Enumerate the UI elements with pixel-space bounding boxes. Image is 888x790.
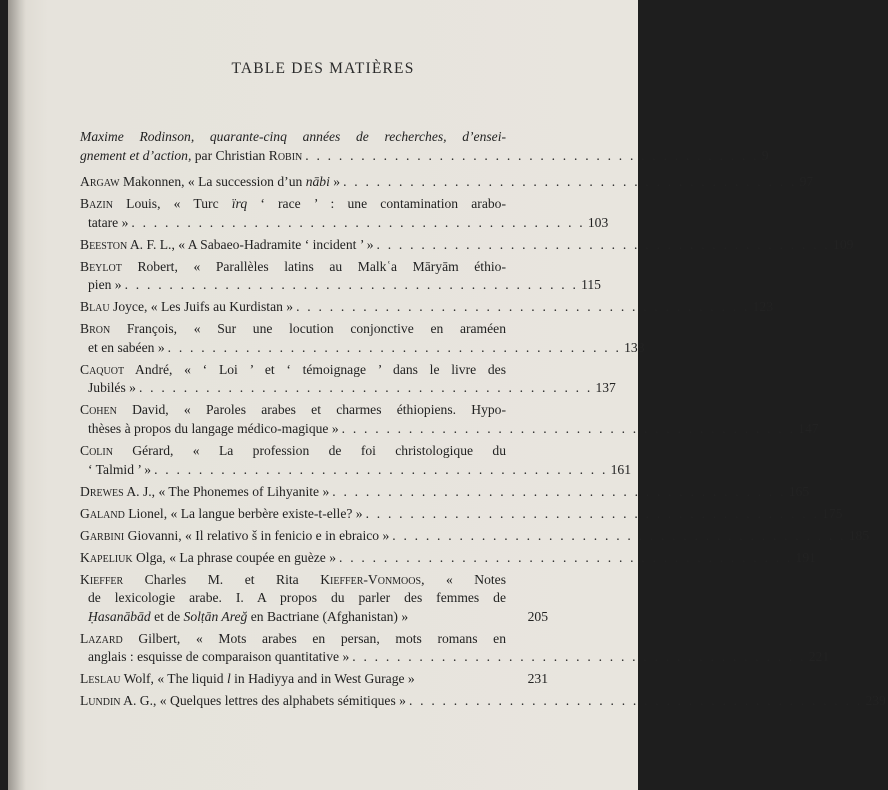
book-page — [8, 0, 886, 790]
entry-text: Gérard, « La profession de foi christologique du — [112, 443, 506, 459]
page-number: 205 — [527, 608, 548, 624]
gutter-shadow — [8, 0, 26, 790]
dot-leader: . . . . . . . . . . . . . . . . . . . . . . . . . . . . . . . . . . . . . . . . . — [343, 174, 797, 190]
entry-text: tatare » — [88, 214, 129, 230]
author-name: Cohen — [80, 402, 117, 418]
toc-entry-bazin — [80, 195, 609, 232]
entry-text: Wolf, « The liquid — [120, 671, 227, 687]
table-of-contents — [80, 128, 886, 711]
author-name: Lundin — [80, 693, 121, 709]
dot-leader: . . . . . . . . . . . . . . . . . . . . . . . . . . . . . . . . . . . . . . . . . — [392, 527, 846, 543]
author-name: Lazard — [80, 630, 123, 646]
entry-text: Giovanni, « Il relativo š in fenicio e in ebraico » — [124, 527, 390, 543]
page-number: 185 — [848, 527, 870, 543]
entry-text: A. J., « The Phonemes of Lihyanite » — [123, 483, 330, 499]
toc-entry-cohen — [80, 401, 819, 438]
page-number: 239 — [865, 693, 886, 709]
toc-entry-rodinson — [80, 128, 769, 165]
page-number: 147 — [798, 421, 819, 437]
entry-text: et en sabéen » — [88, 339, 165, 355]
dot-leader: . . . . . . . . . . . . . . . . . . . . . . . . . . . . . . . . . . . . . . . . . — [154, 461, 608, 477]
dot-leader: . . . . . . . . . . . . . . . . . . . . . . . . . . . . . . . . . . . . . . . . . — [352, 649, 806, 665]
toc-entry-beylot — [80, 258, 601, 295]
toc-entry-kapeliuk — [80, 549, 816, 568]
entry-text: Solṭān Areğ — [183, 608, 248, 624]
author-name: Garbini — [80, 527, 125, 543]
author-name: Robin — [268, 147, 303, 163]
entry-text: Jubilés » — [88, 380, 136, 396]
dot-leader: . . . . . . . . . . . . . . . . . . . . . . . . . . . . . . . . . . . . . . . . . — [305, 147, 759, 163]
entry-text: nābi — [305, 174, 330, 190]
toc-entry-drewes — [80, 483, 810, 502]
entry-text: » — [329, 174, 341, 190]
page-number: 175 — [822, 505, 843, 521]
page-number: 97 — [799, 174, 814, 190]
page-number: 161 — [610, 461, 631, 477]
dot-leader: . . . . . . . . . . . . . . . . . . . . . . . . . . . . . . . . . . . . . . . . . — [332, 483, 786, 499]
page-number: 221 — [808, 649, 830, 665]
dot-leader: . . . . . . . . . . . . . . . . . . . . . . . . . . . . . . . . . . . . . . . . . — [341, 421, 796, 437]
dot-leader: . . . . . . . . . . . . . . . . . . . . . . . . . . . . . . . . . . . . . . . . . — [339, 549, 793, 565]
entry-text: Charles M. et Rita — [123, 571, 321, 587]
author-name: Argaw — [80, 174, 120, 190]
dot-leader: . . . . . . . . . . . . . . . . . . . . . . . . . . . . . . . . . . . . . . . . . — [138, 380, 593, 396]
dot-leader: . . . . . . . . . . . . . . . . . . . . . . . . . . . . . . . . . . . . . . . . . — [124, 277, 579, 293]
entry-text: Gilbert, « Mots arabes en persan, mots romans en — [122, 630, 506, 646]
entry-text: A. F. L., « A Sabaeo-Hadramite ‘ incident ’ » — [127, 236, 374, 252]
author-name: Beylot — [80, 258, 122, 274]
page-number: 115 — [581, 277, 601, 293]
toc-entry-beeston — [80, 236, 854, 255]
toc-entry-kieffer — [80, 571, 550, 627]
author-name: Galand — [80, 505, 125, 521]
entry-text: Lionel, « La langue berbère existe-t-elle? » — [124, 505, 363, 521]
entry-text: Robert, « Parallèles latins au Malkʿa Māryām éthio- — [121, 258, 506, 274]
author-name: Bron — [80, 321, 111, 337]
dot-leader: . . . . . . . . . . . . . . . . . . . . . . . . . . . . . . . . . . . . . . . . . — [365, 505, 820, 521]
entry-text: Olga, « La phrase coupée en guèze » — [132, 549, 337, 565]
page-number: 165 — [788, 483, 810, 499]
dot-leader: . . . . . . . . . . . . . . . . . . . . . . . . . . . . . . . . . . . . . . . . . — [131, 214, 585, 230]
entry-text: François, « Sur une locution conjonctive en araméen — [110, 321, 506, 337]
dot-leader: . . . . . . . . . . . . . . . . . . . . . . . . . . . . . . . . . . . . . . . . . — [408, 693, 863, 709]
entry-text: ïrq — [231, 196, 248, 212]
author-name: Caquot — [80, 361, 125, 377]
author-name: Kieffer — [80, 571, 124, 587]
toc-entry-caquot — [80, 361, 616, 398]
toc-entry-lazard — [80, 630, 830, 667]
author-name: Kapeliuk — [80, 549, 133, 565]
page-number: 133 — [624, 339, 645, 355]
entry-text: gnement et d’action, — [80, 147, 192, 163]
page-number: 109 — [833, 236, 854, 252]
entry-text: anglais : esquisse de comparaison quantitative » — [88, 649, 350, 665]
toc-entry-garbini — [80, 527, 870, 546]
toc-entry-galand — [80, 505, 843, 524]
page-number: 137 — [595, 380, 616, 396]
page-number: 9 — [761, 147, 769, 163]
entry-text: thèses à propos du langage médico-magique » — [88, 421, 339, 437]
toc-entry-blau — [80, 298, 773, 317]
toc-entry-lundin — [80, 692, 886, 711]
entry-text: Maxime Rodinson, quarante-cinq années de recherches, d’ensei- — [80, 129, 506, 144]
toc-entry-leslau — [80, 670, 550, 689]
entry-text: de lexicologie arabe. I. A propos du parler des femmes de — [88, 590, 506, 606]
toc-entry-colin — [80, 442, 631, 479]
dot-leader: . . . . . . . . . . . . . . . . . . . . . . . . . . . . . . . . . . . . . . . . . — [296, 299, 750, 315]
author-name: Bazin — [80, 196, 113, 212]
entry-text: Ḥasanābād — [88, 608, 151, 624]
entry-text: l — [226, 671, 231, 687]
entry-text: pien » — [88, 277, 122, 293]
entry-text: Louis, « Turc — [112, 196, 232, 212]
entry-text: , « Notes — [421, 571, 506, 587]
entry-text: André, « ‘ Loi ’ et ‘ témoignage ’ dans le livre des — [124, 361, 506, 377]
author-name: Drewes — [80, 483, 124, 499]
page-number: 191 — [795, 549, 816, 565]
toc-entry-argaw — [80, 173, 814, 192]
entry-text: par Christian — [191, 147, 269, 163]
page-number: 123 — [752, 299, 773, 315]
entry-text: Joyce, « Les Juifs au Kurdistan » — [109, 299, 294, 315]
dot-leader: . . . . . . . . . . . . . . . . . . . . . . . . . . . . . . . . . . . . . . . . . — [167, 339, 622, 355]
entry-text: et de — [150, 608, 184, 624]
author-name: Beeston — [80, 236, 128, 252]
entry-text: ‘ Talmid ’ » — [88, 461, 152, 477]
page-number: 231 — [527, 671, 548, 687]
entry-text: en Bactriane (Afghanistan) » — [247, 608, 409, 624]
author-name: Leslau — [80, 671, 121, 687]
author-name: Kieffer-Vonmoos — [320, 571, 422, 587]
author-name: Blau — [80, 299, 110, 315]
toc-entry-bron — [80, 320, 645, 357]
dot-leader: . . . . . . . . . . . . . . . . . . . . . . . . . . . . . . . . . . . . . . . . . — [376, 236, 831, 252]
entry-text: David, « Paroles arabes et charmes éthiopiens. Hypo- — [116, 402, 506, 418]
page-number: 103 — [587, 214, 609, 230]
entry-text: in Hadiyya and in West Gurage » — [230, 671, 415, 687]
entry-text: A. G., « Quelques lettres des alphabets sémitiques » — [120, 693, 406, 709]
page-title: TABLE DES MATIÈRES — [231, 60, 415, 77]
entry-text: ‘ race ’ : une contamination arabo- — [247, 196, 506, 212]
author-name: Colin — [80, 443, 113, 459]
entry-text: Makonnen, « La succession d’un — [119, 174, 306, 190]
